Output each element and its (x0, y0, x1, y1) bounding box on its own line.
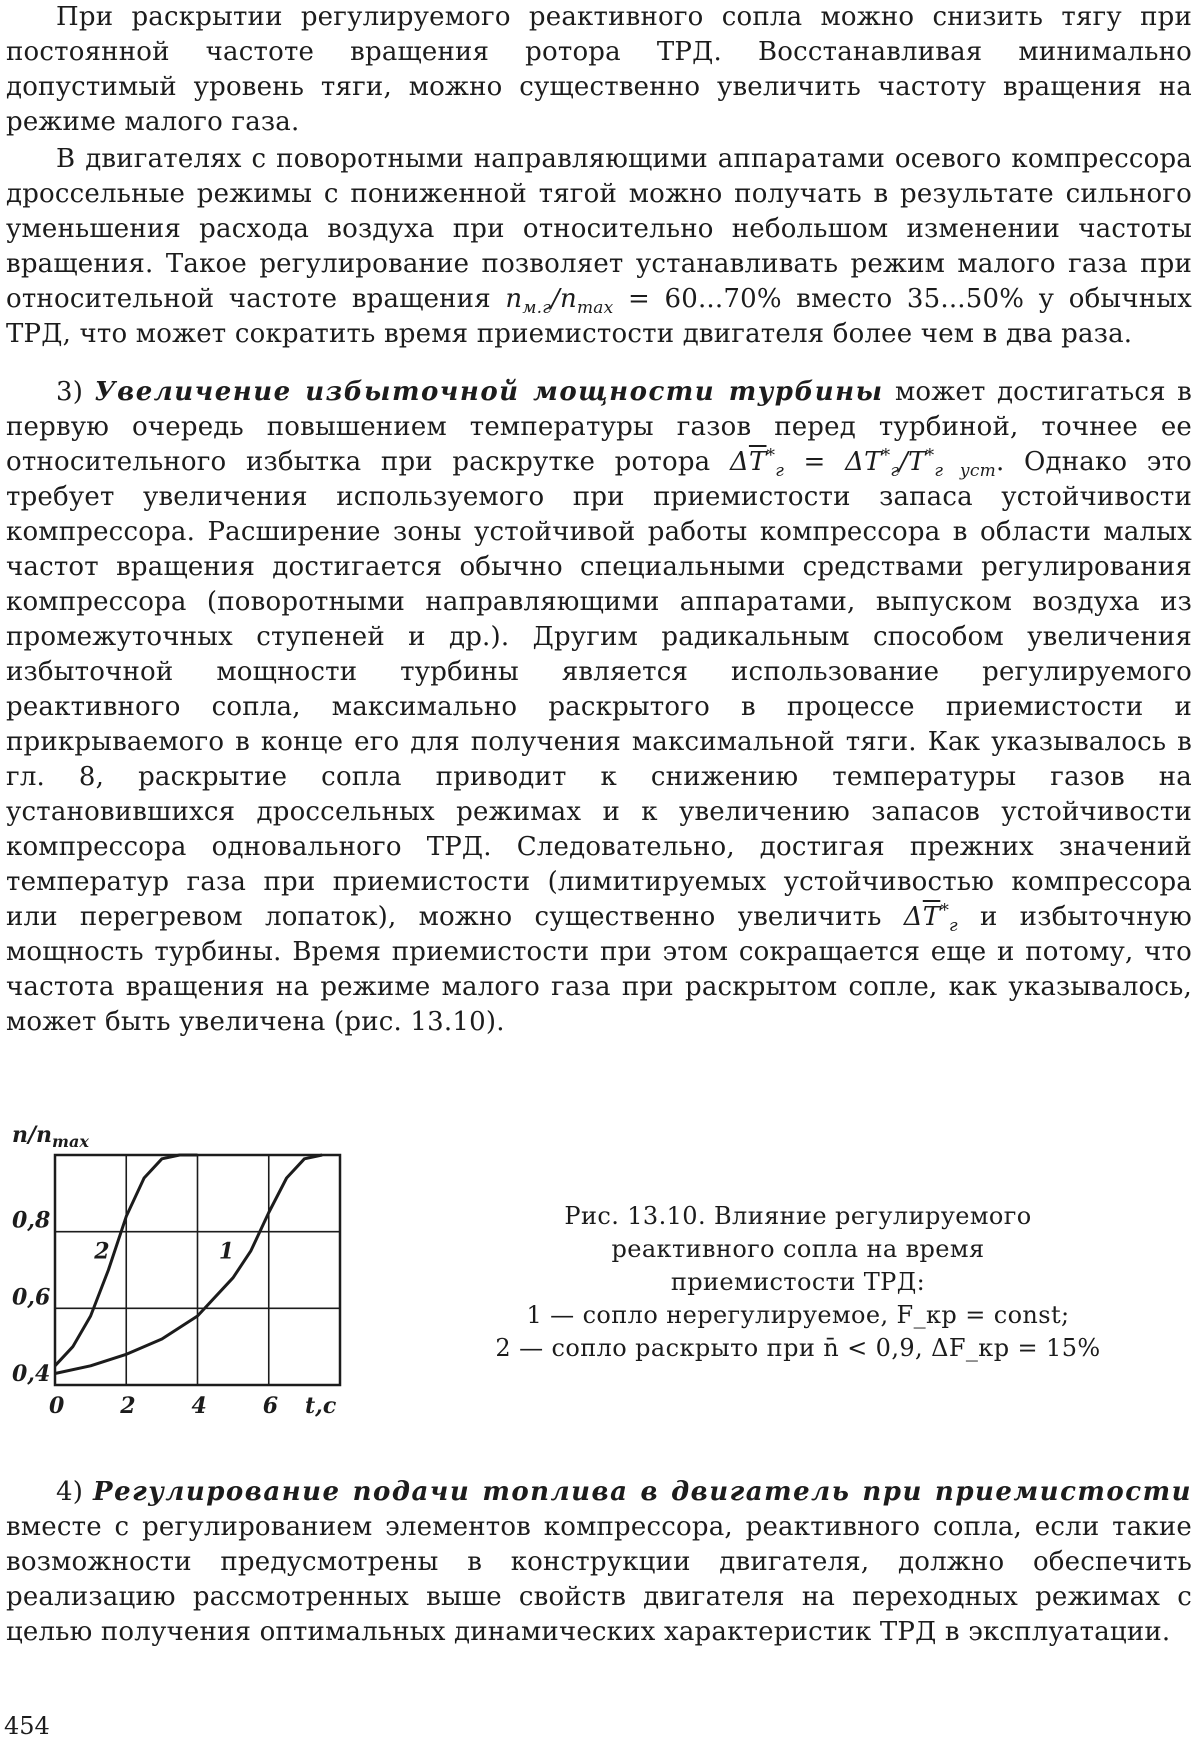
formula-delta-t: $\Delta\overline{T}^*_г = \Delta T^*_г/T^*_{г уст}$ (729, 445, 996, 482)
formula-delta-t-short: $\Delta\overline{T}^*_г$ (903, 900, 958, 937)
paragraph-3-text-b: . Однако это требует увеличения используемого при приемистости запаса устойчивости компрессора. Расширение зоны устойчивой работы компрессора в области малых частот вращения достигается обычно специальными средствами регулирования компрессора (поворотными направляющими аппаратами, выпуском воздуха из промежуточных ступеней и др.). Другим радикальным способом увеличения избыточной мощности турбины является использование регулируемого реактивного сопла, максимально раскрытого в процессе приемистости и прикрываемого в конце его для получения максимальной тяги. Как указывалось в гл. 8, раскрытие сопла приводит к снижению температуры газов на установившихся дроссельных режимах и к увеличению запасов устойчивости компрессора одновального ТРД. Следовательно, достигая прежних значений температур газа при приемистости (лимитируемых устойчивостью компрессора или перегревом лопаток), можно существенно увеличить (6, 447, 1193, 932)
y-tick-label: 0,8 (12, 1207, 51, 1234)
x-tick-label: 4 (191, 1393, 207, 1419)
item-4-heading: Регулирование подачи топлива в двигатель при приемистости (93, 1477, 1192, 1507)
chart-axes (12, 1122, 340, 1419)
caption-title: Рис. 13.10. Влияние регулируемого (564, 1202, 1032, 1230)
y-tick-label: 0,4 (12, 1361, 51, 1387)
series-label-1: 1 (218, 1238, 235, 1265)
series-label-2: 2 (94, 1238, 110, 1265)
formula-n-ratio: $n_{м.г}/n_{max}$ (505, 284, 614, 319)
item-3-heading: Увеличение избыточной мощности турбины (94, 377, 884, 407)
paragraph-4-text: вместе с регулированием элементов компрессора, реактивного сопла, если такие возможности предусмотрены в конструкции двигателя, должно обеспечить реализацию рассмотренных выше свойств двигателя на переходных режимах с целью получения оптимальных динамических характеристик ТРД в эксплуатации. (6, 1512, 1192, 1647)
page-number: 454 (4, 1712, 50, 1740)
x-tick-label: 6 (262, 1393, 279, 1419)
x-tick-label: t,c (305, 1393, 337, 1419)
caption-line-3: приемистости ТРД: (670, 1268, 926, 1296)
y-tick-label: 0,6 (12, 1284, 51, 1311)
paragraph-2 (6, 142, 1192, 352)
paragraph-3-text-a: может достигаться в первую очередь повышением температуры газов перед турбиной, точнее ее относительного избытка при раскрутке ротора (6, 377, 1193, 477)
paragraph-1 (6, 0, 1192, 140)
caption-line-2: реактивного сопла на время (611, 1235, 985, 1263)
item-4-number: 4) (56, 1477, 84, 1507)
figure-13-10-chart (10, 1120, 410, 1440)
chart-plot-area (55, 1155, 322, 1374)
paragraph-3 (6, 375, 1192, 1040)
item-3-number: 3) (56, 377, 84, 407)
figure-caption (458, 1200, 1138, 1365)
paragraph-2-text-b: = 60...70% вместо 35...50% у обычных ТРД, что может сократить время приемистости двигателя более чем в два раза. (6, 284, 1192, 349)
x-tick-label: 0 (49, 1393, 65, 1419)
paragraph-2-text-a: В двигателях с поворотными направляющими аппаратами осевого компрессора дроссельные режимы с пониженной тягой можно получать в результате сильного уменьшения расхода воздуха при относительно небольшом изменении частоты вращения. Такое регулирование позволяет устанавливать режим малого газа при относительной частоте вращения (6, 144, 1192, 314)
paragraph-3-text-c: и избыточную мощность турбины. Время приемистости при этом сокращается еще и потому, что частота вращения на режиме малого газа при раскрытом сопле, как указывалось, может быть увеличена (рис. 13.10). (6, 902, 1193, 1037)
paragraph-1-text: При раскрытии регулируемого реактивного сопла можно снизить тягу при постоянной частоте вращения ротора ТРД. Восстанавливая минимально допустимый уровень тяги, можно существенно увеличить частоту вращения на режиме малого газа. (6, 2, 1192, 137)
paragraph-4 (6, 1475, 1192, 1650)
x-tick-label: 2 (120, 1393, 136, 1419)
caption-line-4: 1 — сопло нерегулируемое, F_кр = const; (526, 1301, 1070, 1329)
y-axis-label: $n/n_{max}$ (12, 1122, 89, 1151)
caption-line-5: 2 — сопло раскрыто при n̄ < 0,9, ΔF_кр = 15% (495, 1334, 1101, 1362)
